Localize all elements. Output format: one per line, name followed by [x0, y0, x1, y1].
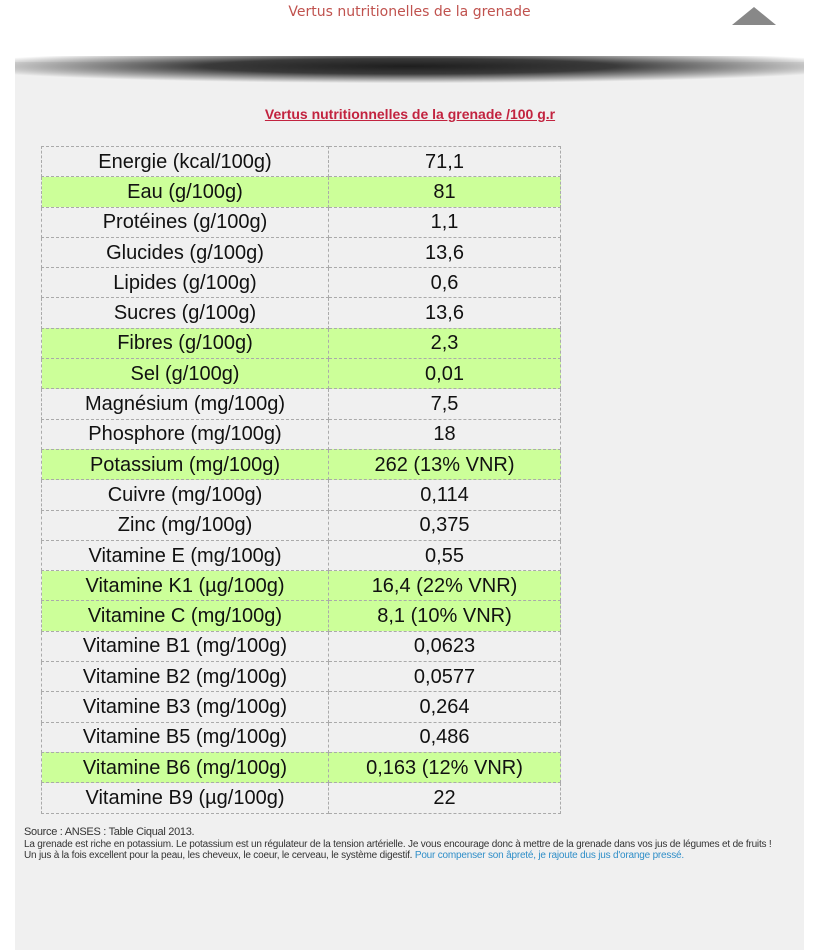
table-row [42, 783, 561, 813]
section-header [15, 0, 804, 62]
nutrient-label: Vitamine B1 (mg/100g) [42, 631, 329, 661]
nutrient-value: 262 (13% VNR) [329, 449, 561, 479]
table-row [42, 207, 561, 237]
table-row [42, 177, 561, 207]
table-row [42, 722, 561, 752]
nutrient-value: 0,0577 [329, 662, 561, 692]
nutrient-value: 0,163 (12% VNR) [329, 752, 561, 782]
table-row [42, 449, 561, 479]
nutrient-value: 13,6 [329, 298, 561, 328]
triangle-up-icon[interactable] [732, 7, 776, 25]
nutrient-label: Zinc (mg/100g) [42, 510, 329, 540]
nutrient-value: 7,5 [329, 389, 561, 419]
nutrient-label: Potassium (mg/100g) [42, 449, 329, 479]
juice-note-text: Un jus à la fois excellent pour la peau, les cheveux, le coeur, le cerveau, le système digestif. [24, 850, 413, 861]
nutrient-value: 0,375 [329, 510, 561, 540]
table-row [42, 328, 561, 358]
table-row [42, 601, 561, 631]
nutrient-label: Vitamine K1 (µg/100g) [42, 571, 329, 601]
nutrient-value: 0,55 [329, 540, 561, 570]
nutrient-value: 0,114 [329, 480, 561, 510]
nutrient-value: 0,264 [329, 692, 561, 722]
nutrient-label: Protéines (g/100g) [42, 207, 329, 237]
nutrient-value: 2,3 [329, 328, 561, 358]
nutrient-value: 1,1 [329, 207, 561, 237]
table-row [42, 540, 561, 570]
nutrient-label: Vitamine C (mg/100g) [42, 601, 329, 631]
nutrient-value: 71,1 [329, 147, 561, 177]
nutrient-label: Glucides (g/100g) [42, 237, 329, 267]
nutrient-label: Eau (g/100g) [42, 177, 329, 207]
juice-note-link[interactable]: Pour compenser son âpreté, je rajoute dus jus d'orange pressé. [414, 850, 684, 861]
shadow-divider [15, 56, 804, 90]
nutrient-label: Vitamine B6 (mg/100g) [42, 752, 329, 782]
juice-note [24, 850, 794, 861]
table-title [0, 104, 820, 123]
nutrient-value: 0,6 [329, 268, 561, 298]
nutrient-label: Sucres (g/100g) [42, 298, 329, 328]
table-row [42, 268, 561, 298]
nutrient-label: Fibres (g/100g) [42, 328, 329, 358]
nutrient-label: Vitamine B5 (mg/100g) [42, 722, 329, 752]
nutrient-label: Vitamine B9 (µg/100g) [42, 783, 329, 813]
source-note: Source : ANSES : Table Ciqual 2013. [24, 826, 195, 838]
nutrient-label: Cuivre (mg/100g) [42, 480, 329, 510]
nutrient-value: 8,1 (10% VNR) [329, 601, 561, 631]
nutrient-label: Vitamine E (mg/100g) [42, 540, 329, 570]
table-row [42, 298, 561, 328]
table-row [42, 480, 561, 510]
nutrient-value: 0,0623 [329, 631, 561, 661]
nutrient-value: 22 [329, 783, 561, 813]
section-title: Vertus nutritionelles de la grenade [288, 4, 531, 20]
nutrient-label: Sel (g/100g) [42, 359, 329, 389]
table-row [42, 692, 561, 722]
table-row [42, 419, 561, 449]
nutrient-label: Lipides (g/100g) [42, 268, 329, 298]
nutrition-table [41, 146, 561, 814]
nutrient-label: Vitamine B3 (mg/100g) [42, 692, 329, 722]
potassium-note: La grenade est riche en potassium. Le potassium est un régulateur de la tension artérielle. Je vous encourage donc à mettre de la grenade dans vos jus de légumes et de fruits ! [24, 839, 772, 850]
table-row [42, 752, 561, 782]
nutrient-value: 18 [329, 419, 561, 449]
nutrient-label: Vitamine B2 (mg/100g) [42, 662, 329, 692]
table-row [42, 571, 561, 601]
nutrient-value: 0,01 [329, 359, 561, 389]
nutrient-value: 13,6 [329, 237, 561, 267]
nutrient-label: Phosphore (mg/100g) [42, 419, 329, 449]
nutrient-label: Energie (kcal/100g) [42, 147, 329, 177]
table-row [42, 237, 561, 267]
table-row [42, 147, 561, 177]
nutrient-value: 0,486 [329, 722, 561, 752]
nutrient-label: Magnésium (mg/100g) [42, 389, 329, 419]
table-row [42, 510, 561, 540]
footer-notes [24, 826, 794, 861]
table-row [42, 662, 561, 692]
table-row [42, 631, 561, 661]
nutrient-value: 16,4 (22% VNR) [329, 571, 561, 601]
table-title-text: Vertus nutritionnelles de la grenade /100 g.r [264, 106, 556, 122]
nutrient-value: 81 [329, 177, 561, 207]
table-row [42, 359, 561, 389]
table-row [42, 389, 561, 419]
